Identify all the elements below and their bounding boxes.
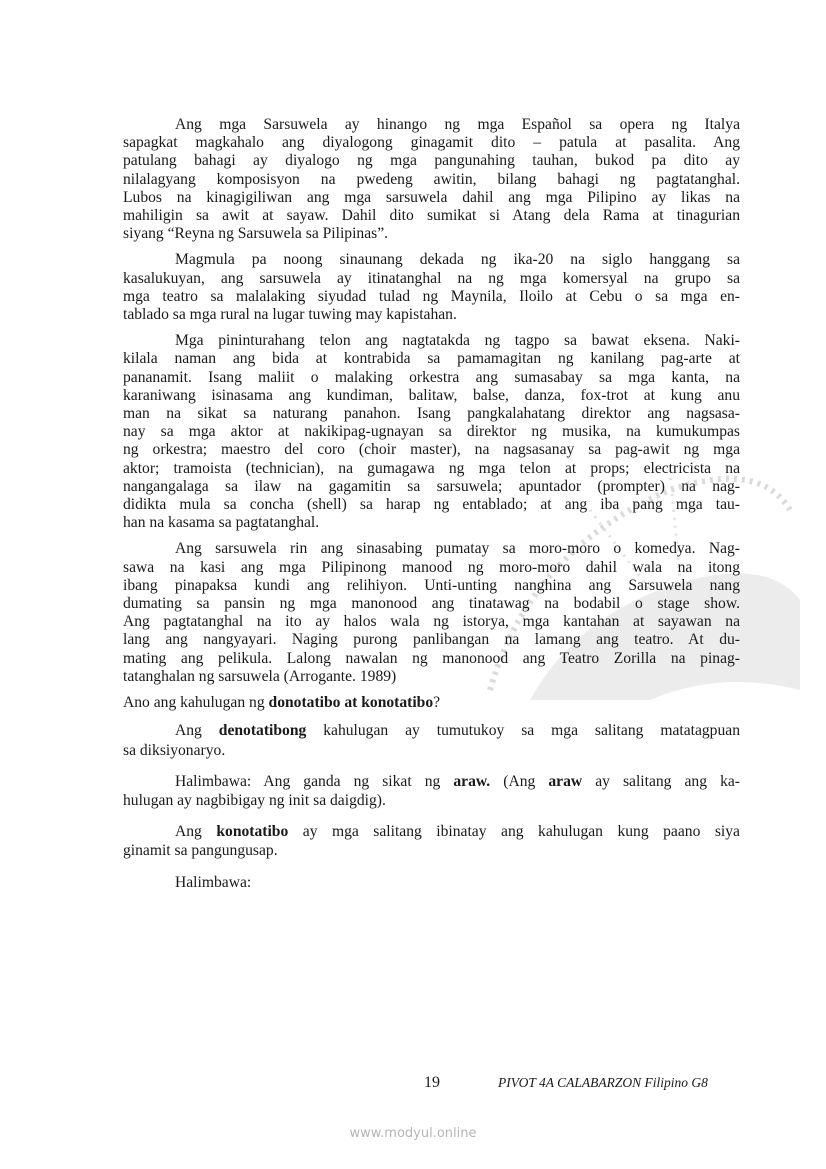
text-line xyxy=(123,721,740,740)
text-line: kasalukuyan, ang sarsuwela ay itinatanghal na ng mga komersyal na grupo sa xyxy=(123,269,740,287)
text-line: Ang pagtatanghal na ito ay halos wala ng istorya, mga kantahan at sayawan na xyxy=(123,613,740,631)
text-line: mating ang pelikula. Lalong nawalan ng manonood ang Teatro Zorilla na pinag- xyxy=(123,649,740,667)
page-body xyxy=(123,116,740,904)
site-watermark: www.modyul.online xyxy=(349,1126,477,1141)
paragraph-konotatibo xyxy=(123,822,740,860)
text-line: pananamit. Isang maliit o malaking orkestra ang sumasabay sa mga kanta, na xyxy=(123,368,740,386)
text-segment: ? xyxy=(433,694,441,712)
footer-title: PIVOT 4A CALABARZON Filipino G8 xyxy=(498,1075,708,1090)
paragraph-sarsuwela-production xyxy=(123,332,740,532)
text-segment: (Ang xyxy=(490,772,549,790)
text-segment: ay salitang ang ka- xyxy=(582,772,740,790)
text-segment: Ang xyxy=(175,823,217,841)
paragraph-denotatibo xyxy=(123,721,740,759)
text-line: aktor; tramoista (technician), na gumagawa ng mga telon at props; electricista na xyxy=(123,459,740,477)
text-line xyxy=(123,822,740,841)
text-line: Mga pininturahang telon ang nagtatakda ng tagpo sa bawat eksena. Naki- xyxy=(175,332,740,350)
text-line xyxy=(123,772,740,791)
text-line: didikta mula sa concha (shell) sa harap ng entablado; at ang iba pang mga tau- xyxy=(123,496,740,514)
text-line: ng orkestra; maestro del coro (choir master), na nagsasanay sa pag-awit ng mga xyxy=(123,441,740,459)
paragraph-example-denotatibo xyxy=(123,772,740,810)
text-segment: ay mga salitang ibinatay ang kahulugan kung paano siya xyxy=(288,823,740,841)
paragraph-sarsuwela-decline xyxy=(123,540,740,686)
bold-term: denotatibong xyxy=(218,722,307,740)
text-line: Ang mga Sarsuwela ay hinango ng mga Español sa opera ng Italya xyxy=(175,116,740,133)
text-line: patulang bahagi ay diyalogo ng mga pangunahing tauhan, bukod pa dito ay xyxy=(123,152,740,170)
text-line: dumating sa pansin ng mga manonood ang tinatawag na bodabil o stage show. xyxy=(123,595,740,613)
page-number: 19 xyxy=(424,1074,440,1091)
text-line: tatanghalan ng sarsuwela (Arrogante. 1989) xyxy=(123,667,397,685)
text-line: sa diksiyonaryo. xyxy=(123,741,226,759)
text-line: ibang pinapaksa kundi ang relihiyon. Unti-unting nanghina ang Sarsuwela nang xyxy=(123,576,740,594)
text-line: mahiligin sa awit at sayaw. Dahil dito sumikat si Atang dela Rama at tinagurian xyxy=(123,207,740,225)
text-line: sapagkat magkahalo ang diyalogong ginagamit dito – patula at pasalita. Ang xyxy=(123,134,740,152)
text-line xyxy=(123,694,740,712)
text-line: sawa na kasi ang mga Pilipinong manood ng moro-moro dahil wala na itong xyxy=(123,558,740,576)
bold-term: donotatibo at konotatibo xyxy=(268,694,434,712)
paragraph-sarsuwela-origin xyxy=(123,116,740,243)
text-line: Magmula pa noong sinaunang dekada ng ika-20 na siglo hanggang sa xyxy=(175,251,740,269)
text-line: lang ang nangyayari. Naging purong panlibangan na lamang ang teatro. At du- xyxy=(123,631,740,649)
text-segment: kahulugan ay tumutukoy sa mga salitang matatagpuan xyxy=(306,722,740,740)
text-line: tablado sa mga rural na lugar tuwing may kapistahan. xyxy=(123,306,457,324)
text-line: hulugan ay nagbibigay ng init sa daigdig). xyxy=(123,791,386,809)
text-line: nay sa mga aktor at nakikipag-ugnayan sa direktor ng musika, na kumukumpas xyxy=(123,423,740,441)
text-line: nangangalaga sa ilaw na gagamitin sa sarsuwela; apuntador (prompter) na nag- xyxy=(123,477,740,495)
paragraph-sarsuwela-history xyxy=(123,251,740,324)
text-segment: Halimbawa: Ang ganda ng sikat ng xyxy=(175,772,454,790)
bold-term: konotatibo xyxy=(216,823,289,841)
text-segment: Ano ang kahulugan ng xyxy=(123,694,269,712)
text-line: han na kasama sa pagtatanghal. xyxy=(123,514,320,532)
text-segment: Ang xyxy=(175,722,219,740)
bold-term: araw xyxy=(548,772,583,790)
text-line: Ang sarsuwela rin ang sinasabing pumatay sa moro-moro o komedya. Nag- xyxy=(175,540,740,558)
text-line: siyang “Reyna ng Sarsuwela sa Pilipinas”. xyxy=(123,225,389,243)
paragraph-example-konotatibo xyxy=(123,873,740,892)
bold-term: araw. xyxy=(453,772,491,790)
text-line: nilalagyang komposisyon na pwedeng awitin, bilang bahagi ng pagtatanghal. xyxy=(123,170,740,188)
text-line: karaniwang isinasama ang kundiman, balitaw, balse, danza, fox-trot at kung anu xyxy=(123,386,740,404)
text-line: Lubos na kinagigiliwan ang mga sarsuwela dahil ang mga Pilipino ay likas na xyxy=(123,188,740,206)
question-heading xyxy=(123,694,740,712)
text-line: kilala naman ang bida at kontrabida sa pamamagitan ng kanilang pag-arte at xyxy=(123,350,740,368)
text-line: ginamit sa pangungusap. xyxy=(123,842,278,860)
text-line: Halimbawa: xyxy=(175,873,252,891)
text-line: man na sikat sa naturang panahon. Isang pangkalahatang direktor ang nagsasa- xyxy=(123,405,740,423)
text-line: mga teatro sa malalaking siyudad tulad ng Maynila, Iloilo at Cebu o sa mga en- xyxy=(123,287,740,305)
